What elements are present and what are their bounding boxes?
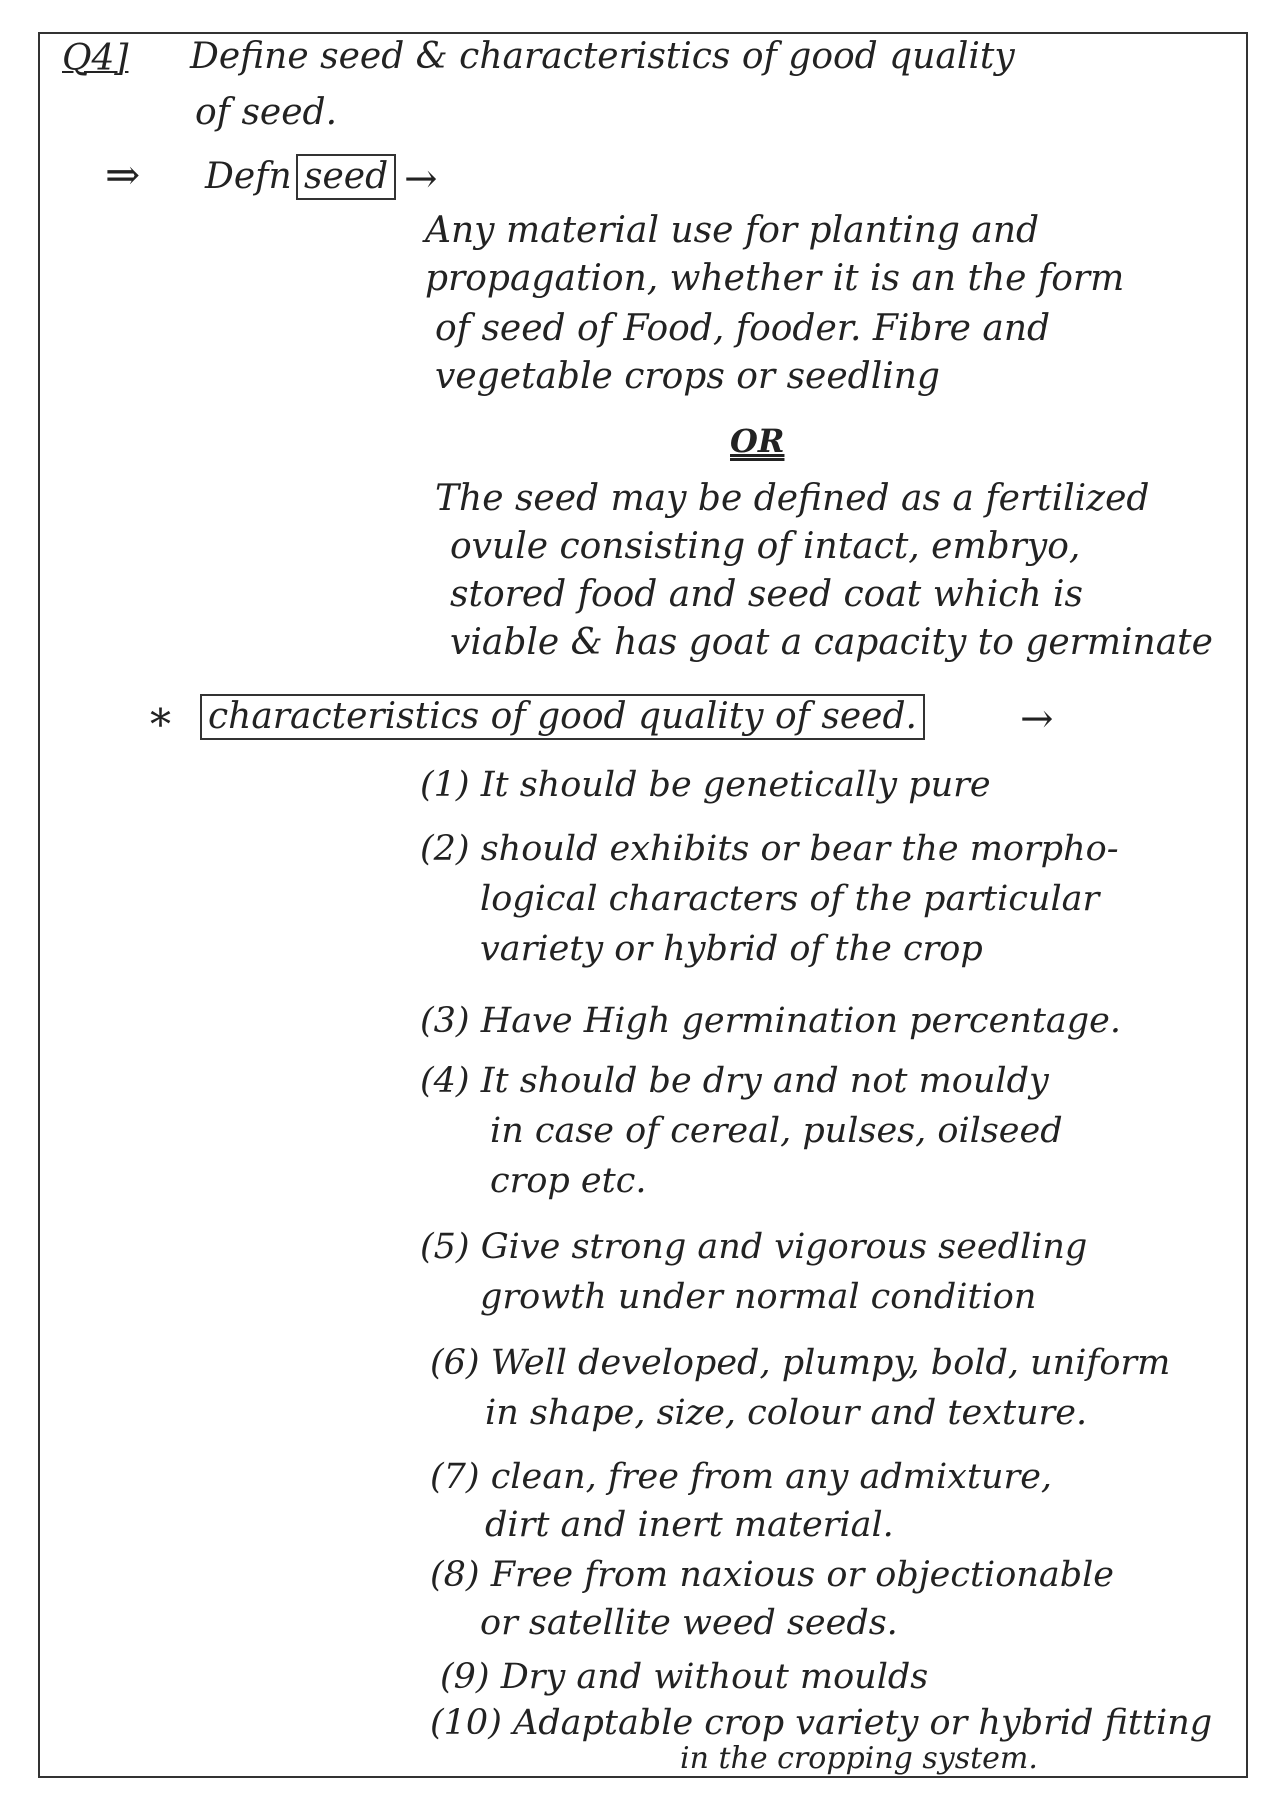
list-item-continuation: logical characters of the particular <box>480 879 1100 919</box>
list-item-continuation: in case of cereal, pulses, oilseed <box>490 1111 1063 1151</box>
list-item: (6) Well developed, plumpy, bold, uniform <box>430 1343 1171 1383</box>
list-item-continuation: in shape, size, colour and texture. <box>485 1393 1088 1433</box>
bullet-star-icon: * <box>150 700 171 749</box>
question-label: Q4] <box>62 38 129 79</box>
definition-term: seed <box>296 154 396 200</box>
list-item: (8) Free from naxious or objectionable <box>430 1555 1115 1595</box>
list-item-continuation: crop etc. <box>490 1161 647 1201</box>
characteristics-heading: characteristics of good quality of seed. <box>200 694 925 740</box>
heading-arrow-icon: → <box>1020 696 1054 742</box>
alt-definition-line-3: stored food and seed coat which is <box>450 574 1083 615</box>
list-item-continuation: variety or hybrid of the crop <box>480 929 983 969</box>
question-line-2: of seed. <box>195 92 338 133</box>
list-item: (10) Adaptable crop variety or hybrid fitting <box>430 1703 1213 1743</box>
definition-line-4: vegetable crops or seedling <box>435 356 940 397</box>
question-line-1: Define seed & characteristics of good quality <box>190 36 1015 77</box>
definition-arrow-icon: → <box>404 156 438 202</box>
alt-definition-line-2: ovule consisting of intact, embryo, <box>450 526 1081 567</box>
definition-line-3: of seed of Food, fooder. Fibre and <box>435 308 1051 349</box>
answer-arrow-icon: ⇒ <box>105 150 141 199</box>
definition-line-2: propagation, whether it is an the form <box>425 258 1125 299</box>
list-item: (3) Have High germination percentage. <box>420 1001 1122 1041</box>
list-item: (9) Dry and without moulds <box>440 1657 929 1697</box>
list-item-continuation: or satellite weed seeds. <box>480 1603 898 1643</box>
definition-prefix: Defn <box>205 156 292 197</box>
list-item: (4) It should be dry and not mouldy <box>420 1061 1049 1101</box>
list-item-continuation: dirt and inert material. <box>485 1505 894 1545</box>
list-item: (5) Give strong and vigorous seedling <box>420 1227 1088 1267</box>
definition-line-1: Any material use for planting and <box>425 210 1040 251</box>
or-separator: OR <box>730 422 785 460</box>
alt-definition-line-1: The seed may be defined as a fertilized <box>435 478 1150 519</box>
alt-definition-line-4: viable & has goat a capacity to germinate <box>450 622 1213 663</box>
list-item: (7) clean, free from any admixture, <box>430 1457 1053 1497</box>
list-item: (2) should exhibits or bear the morpho- <box>420 829 1119 869</box>
list-item: (1) It should be genetically pure <box>420 765 991 805</box>
page-bottom-rule <box>38 1776 1246 1778</box>
list-item-continuation: growth under normal condition <box>480 1277 1037 1317</box>
list-item-continuation: in the cropping system. <box>680 1741 1038 1776</box>
